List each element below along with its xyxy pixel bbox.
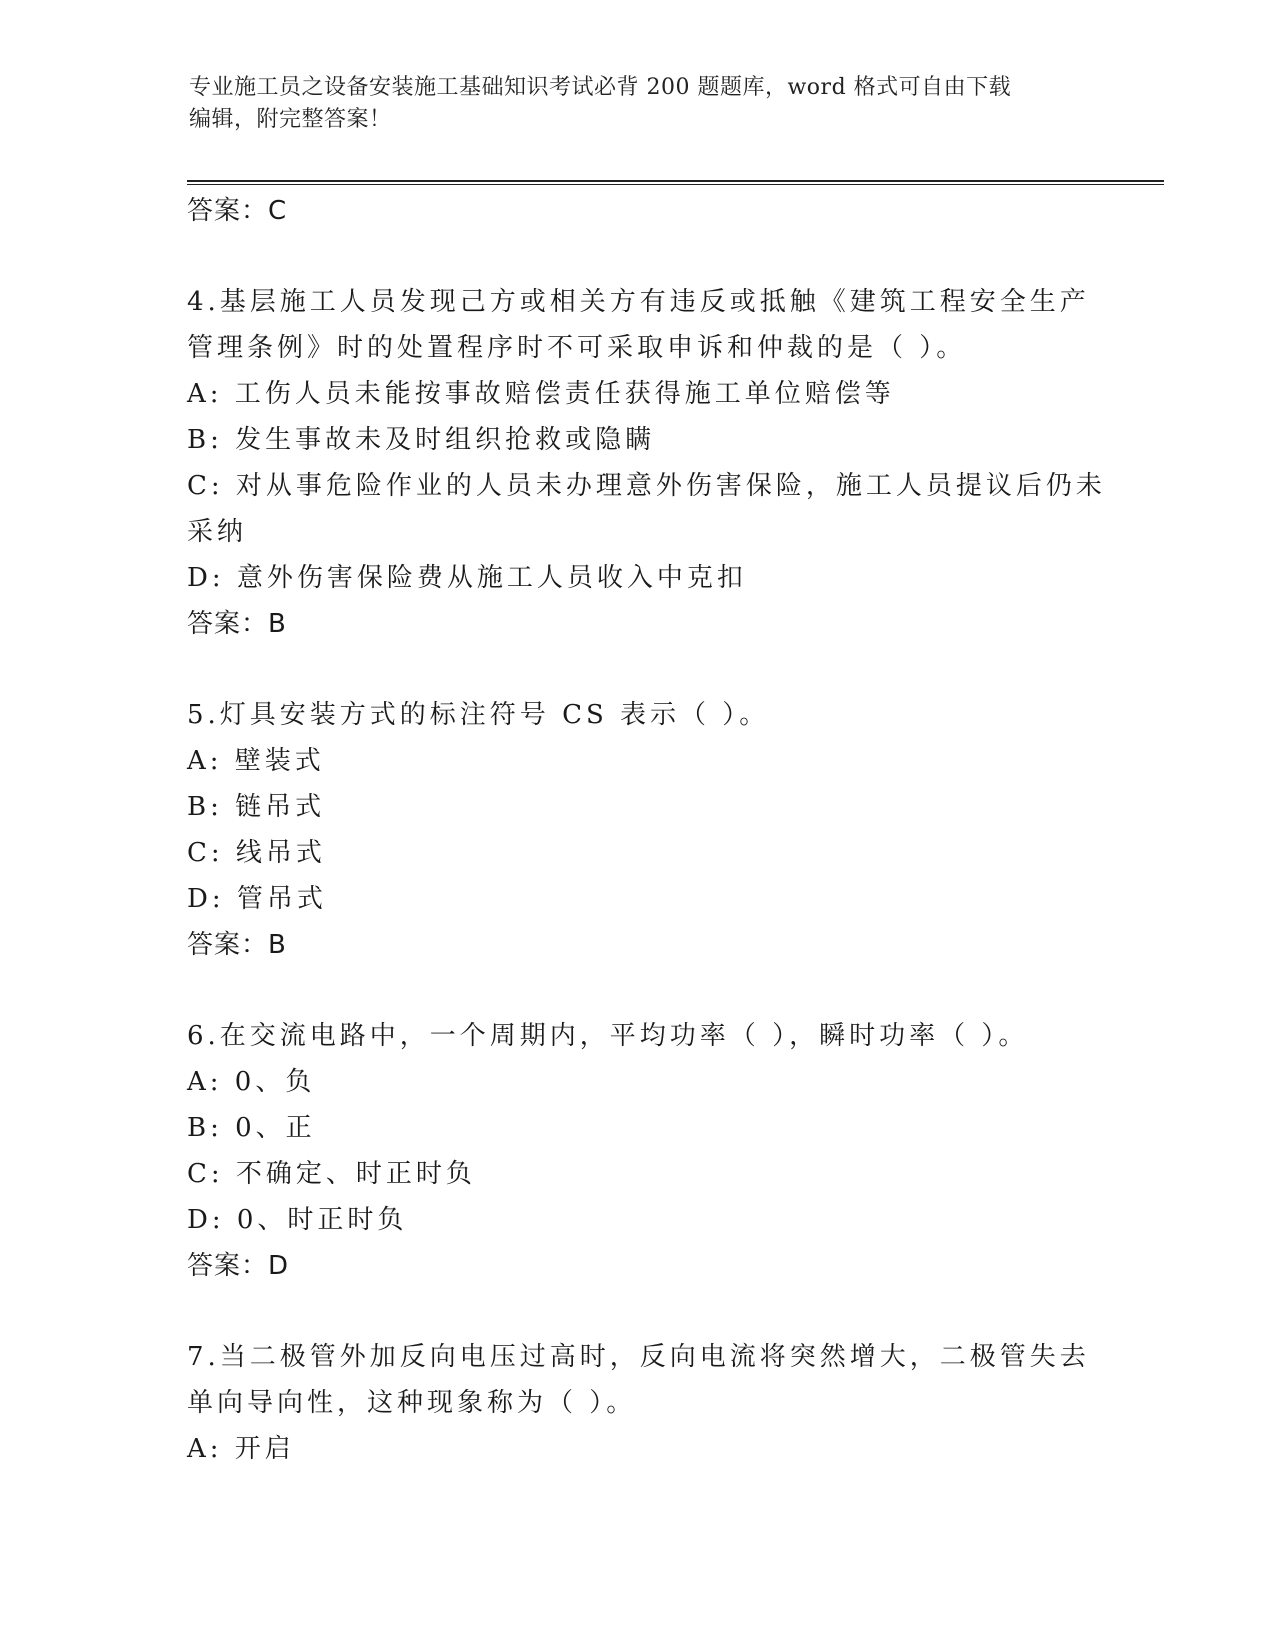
document-header [189, 72, 1069, 136]
option-d: D: 0、时正时负 [187, 1205, 408, 1235]
question-stem: 单向导向性，这种现象称为（ ）。 [187, 1388, 637, 1418]
question-5 [187, 692, 1087, 968]
spacer [187, 647, 1087, 692]
question-7 [187, 1334, 1090, 1472]
question-stem: 4.基层施工人员发现己方或相关方有违反或抵触《建筑工程安全生产 [187, 287, 1090, 317]
spacer [187, 234, 1087, 279]
question-stem: 5.灯具安装方式的标注符号 CS 表示（ ）。 [187, 700, 770, 730]
option-c-continued: 采纳 [187, 517, 248, 547]
spacer [187, 1289, 1087, 1334]
header-divider-thin [187, 184, 1164, 185]
option-a: A: 工伤人员未能按事故赔偿责任获得施工单位赔偿等 [187, 379, 895, 409]
answer: 答案：B [187, 609, 287, 639]
option-a: A: 0、负 [187, 1067, 316, 1097]
header-line-2: 编辑，附完整答案！ [189, 107, 392, 132]
option-c: C: 不确定、时正时负 [187, 1159, 476, 1189]
question-stem: 6.在交流电路中，一个周期内，平均功率（ ），瞬时功率（ ）。 [187, 1021, 1029, 1051]
answer-prev: 答案：C [187, 196, 288, 226]
option-d: D: 意外伤害保险费从施工人员收入中克扣 [187, 563, 747, 593]
question-stem: 7.当二极管外加反向电压过高时，反向电流将突然增大，二极管失去 [187, 1342, 1090, 1372]
question-6 [187, 1013, 1087, 1289]
answer: 答案：D [187, 1251, 290, 1281]
option-a: A: 壁装式 [187, 746, 325, 776]
option-b: B: 发生事故未及时组织抢救或隐瞒 [187, 425, 656, 455]
question-stem: 管理条例》时的处置程序时不可采取申诉和仲裁的是（ ）。 [187, 333, 967, 363]
spacer [187, 968, 1087, 1013]
header-divider-thick [187, 180, 1164, 182]
option-d: D: 管吊式 [187, 884, 327, 914]
answer: 答案：B [187, 930, 287, 960]
option-c: C: 线吊式 [187, 838, 326, 868]
option-a: A: 开启 [187, 1434, 295, 1464]
header-line-1: 专业施工员之设备安装施工基础知识考试必背 200 题题库，word 格式可自由下载 [189, 75, 1012, 100]
option-b: B: 链吊式 [187, 792, 326, 822]
question-list [187, 188, 1106, 1472]
question-4 [187, 279, 1106, 647]
option-c: C: 对从事危险作业的人员未办理意外伤害保险，施工人员提议后仍未 [187, 471, 1106, 501]
option-b: B: 0、正 [187, 1113, 316, 1143]
